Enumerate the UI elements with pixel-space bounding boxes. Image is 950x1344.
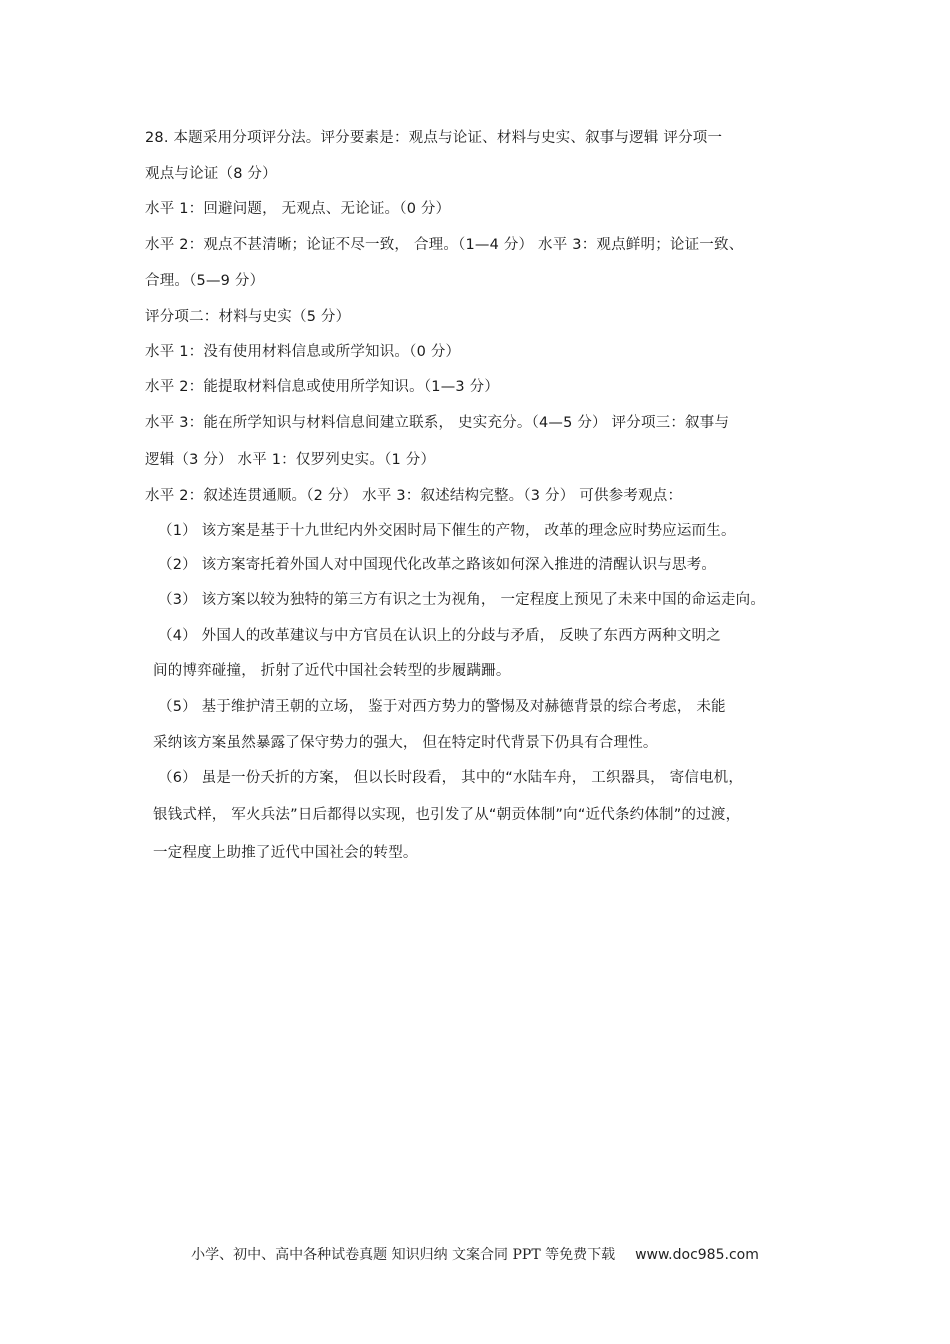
text-line: 评分项二：材料与史实（5 分） [145, 309, 351, 325]
reference-point-continued: 采纳该方案虽然暴露了保守势力的强大， 但在特定时代背景下仍具有合理性。 [153, 735, 658, 751]
reference-point: （6） 虽是一份夭折的方案， 但以长时段看， 其中的“水陆车舟， 工织器具， 寄信电机， [158, 770, 744, 786]
reference-point-continued: 银钱式样， 军火兵法”日后都得以实现，也引发了从“朝贡体制”向“近代条约体制”的过渡， [153, 807, 741, 823]
text-line: 合理。（5—9 分） [145, 273, 265, 289]
text-line: 28. 本题采用分项评分法。评分要素是：观点与论证、材料与史实、叙事与逻辑 评分项一 [145, 130, 723, 146]
text-line: 水平 1：回避问题， 无观点、无论证。（0 分） [145, 201, 451, 217]
text-line: 水平 2：叙述连贯通顺。（2 分） 水平 3：叙述结构完整。（3 分） 可供参考观点： [145, 488, 683, 504]
page-footer [0, 1245, 950, 1265]
footer-text: 小学、初中、高中各种试卷真题 知识归纳 文案合同 PPT 等免费下载 [191, 1247, 616, 1263]
footer-site-link[interactable]: www.doc985.com [635, 1247, 759, 1263]
reference-point: （2） 该方案寄托着外国人对中国现代化改革之路该如何深入推进的清醒认识与思考。 [158, 557, 717, 573]
reference-point: （5） 基于维护清王朝的立场， 鉴于对西方势力的警惕及对赫德背景的综合考虑， 未能 [158, 699, 726, 715]
text-line: 观点与论证（8 分） [145, 166, 277, 182]
reference-point: （4） 外国人的改革建议与中方官员在认识上的分歧与矛盾， 反映了东西方两种文明之 [158, 628, 721, 644]
reference-point-continued: 间的博弈碰撞， 折射了近代中国社会转型的步履蹒跚。 [153, 663, 511, 679]
reference-point-continued: 一定程度上助推了近代中国社会的转型。 [153, 845, 418, 861]
text-line: 水平 1：没有使用材料信息或所学知识。（0 分） [145, 344, 461, 360]
text-line: 水平 3：能在所学知识与材料信息间建立联系， 史实充分。（4—5 分） 评分项三：叙事与 [145, 415, 730, 431]
text-line: 水平 2：观点不甚清晰；论证不尽一致， 合理。（1—4 分） 水平 3：观点鲜明；论证一致、 [145, 237, 744, 253]
text-line: 水平 2：能提取材料信息或使用所学知识。（1—3 分） [145, 379, 500, 395]
text-line: 逻辑（3 分） 水平 1：仅罗列史实。（1 分） [145, 452, 436, 468]
reference-point: （3） 该方案以较为独特的第三方有识之士为视角， 一定程度上预见了未来中国的命运走向。 [158, 592, 766, 608]
reference-point: （1） 该方案是基于十九世纪内外交困时局下催生的产物， 改革的理念应时势应运而生。 [158, 523, 736, 539]
